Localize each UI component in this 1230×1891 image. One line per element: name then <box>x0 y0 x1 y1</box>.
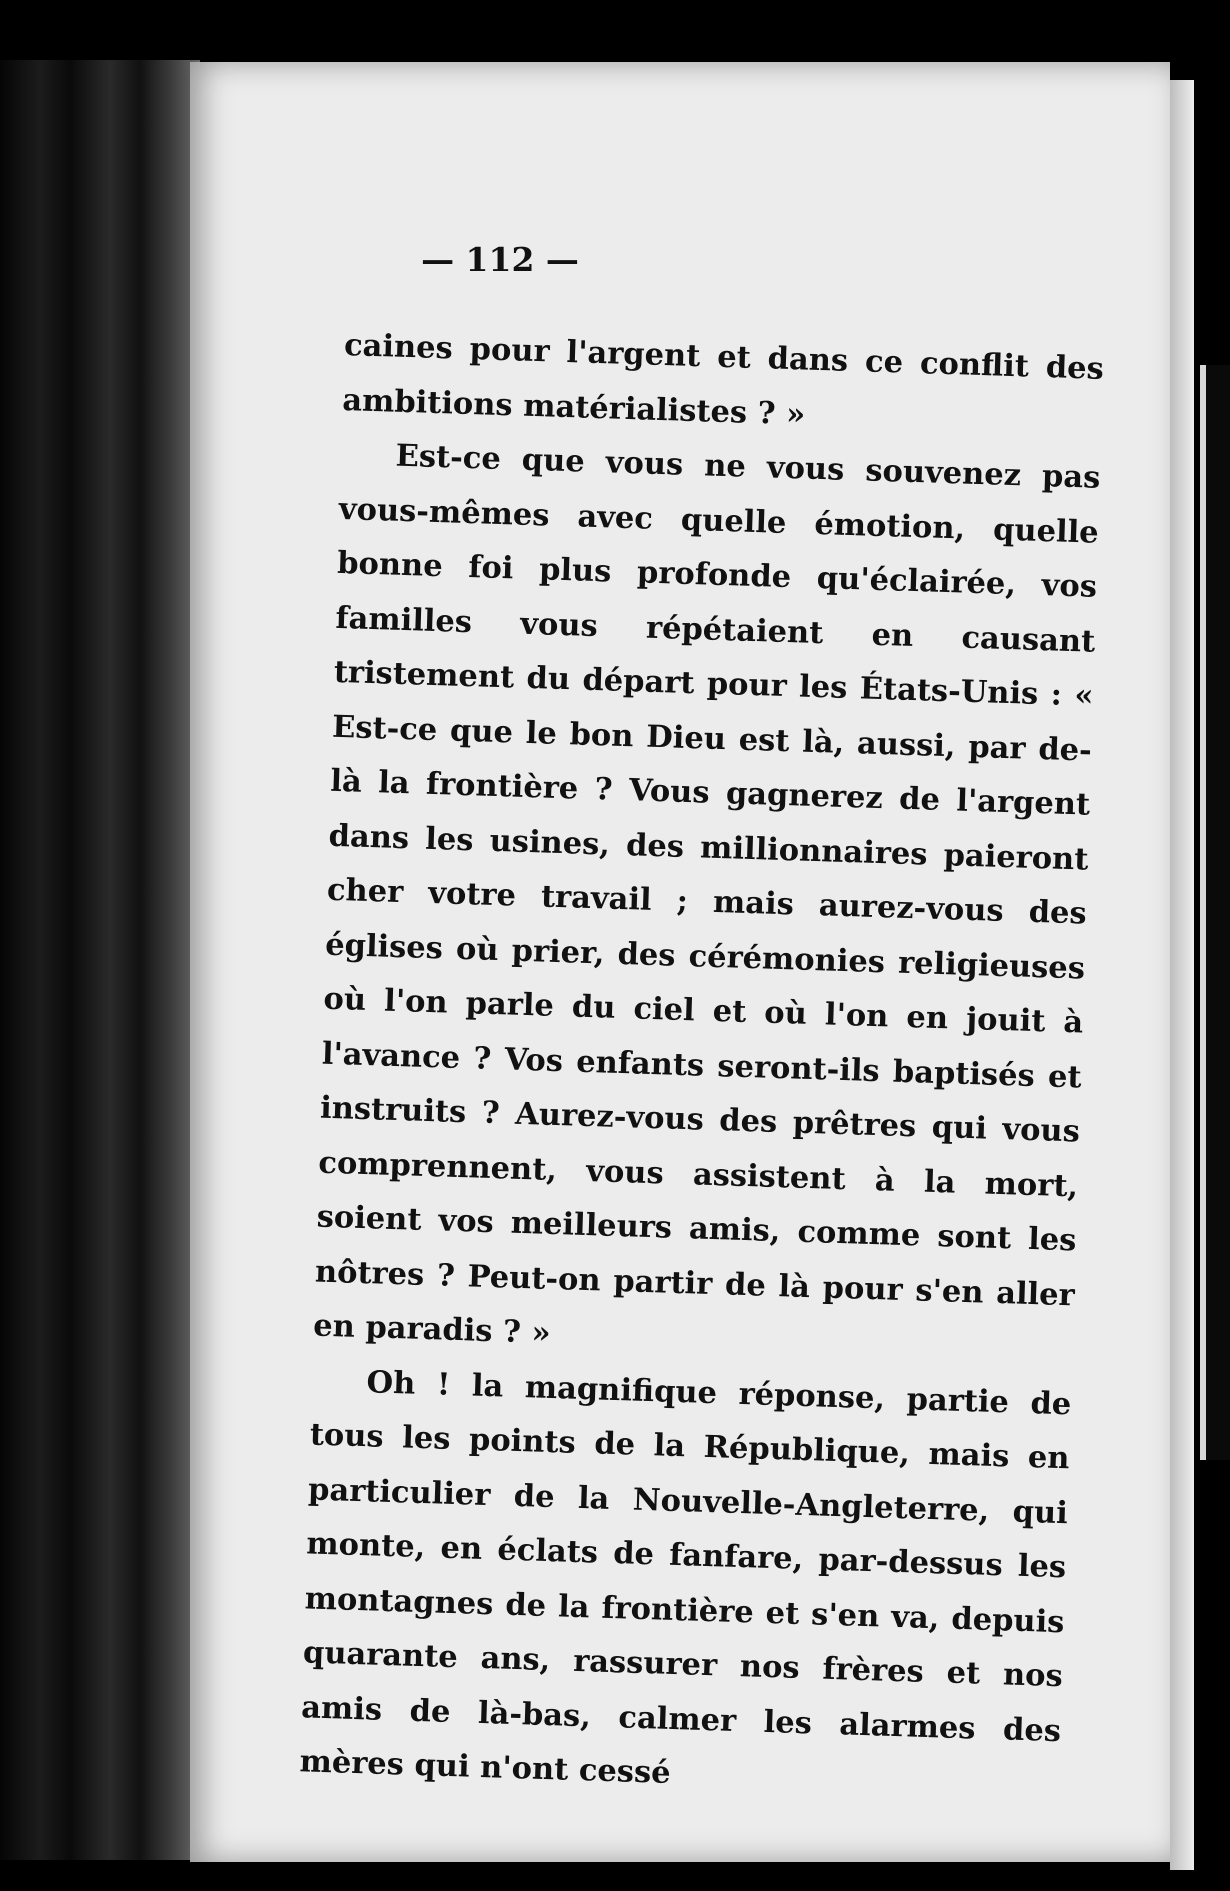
paragraph-1: caines pour l'argent et dans ce conflit des ambitions matérialistes ? » <box>341 326 1105 432</box>
page-edge <box>1170 80 1194 1870</box>
body-text <box>299 318 1105 1813</box>
paragraph-3: Oh ! la magnifique réponse, partie de tous les points de la République, mais en particulier de la Nouvelle-Angleterre, qui monte, en éclats de fanfare, par-dessus les montagnes de la frontière et s'en va, depuis quarante ans, rassurer nos frères et nos amis de là-bas, calmer les alarmes des mères qui n'ont cessé <box>299 1363 1072 1791</box>
scan-border-tab <box>1200 365 1230 1460</box>
paragraph-2: Est-ce que vous ne vous souvenez pas vous-mêmes avec quelle émotion, quelle bonne foi plus profonde qu'éclairée, vos familles vous répétaient en causant tristement du départ pour les États-Unis : « Est-ce que le bon Dieu est là, aussi, par de-là la frontière ? Vous gagnerez de l'argent dans les usines, des millionnaires paieront cher votre travail ; mais aurez-vous des églises où prier, des cérémonies religieuses où l'on parle du ciel et où l'on en jouit à l'avance ? Vos enfants seront-ils baptisés et instruits ? Aurez-vous des prêtres qui vous comprennent, vous assistent à la mort, soient vos meilleurs amis, comme sont les nôtres ? Peut-on partir de là pour s'en aller en paradis ? » <box>312 437 1101 1351</box>
page-number: — 112 — <box>421 240 579 279</box>
book-binding-shadow <box>0 60 200 1860</box>
